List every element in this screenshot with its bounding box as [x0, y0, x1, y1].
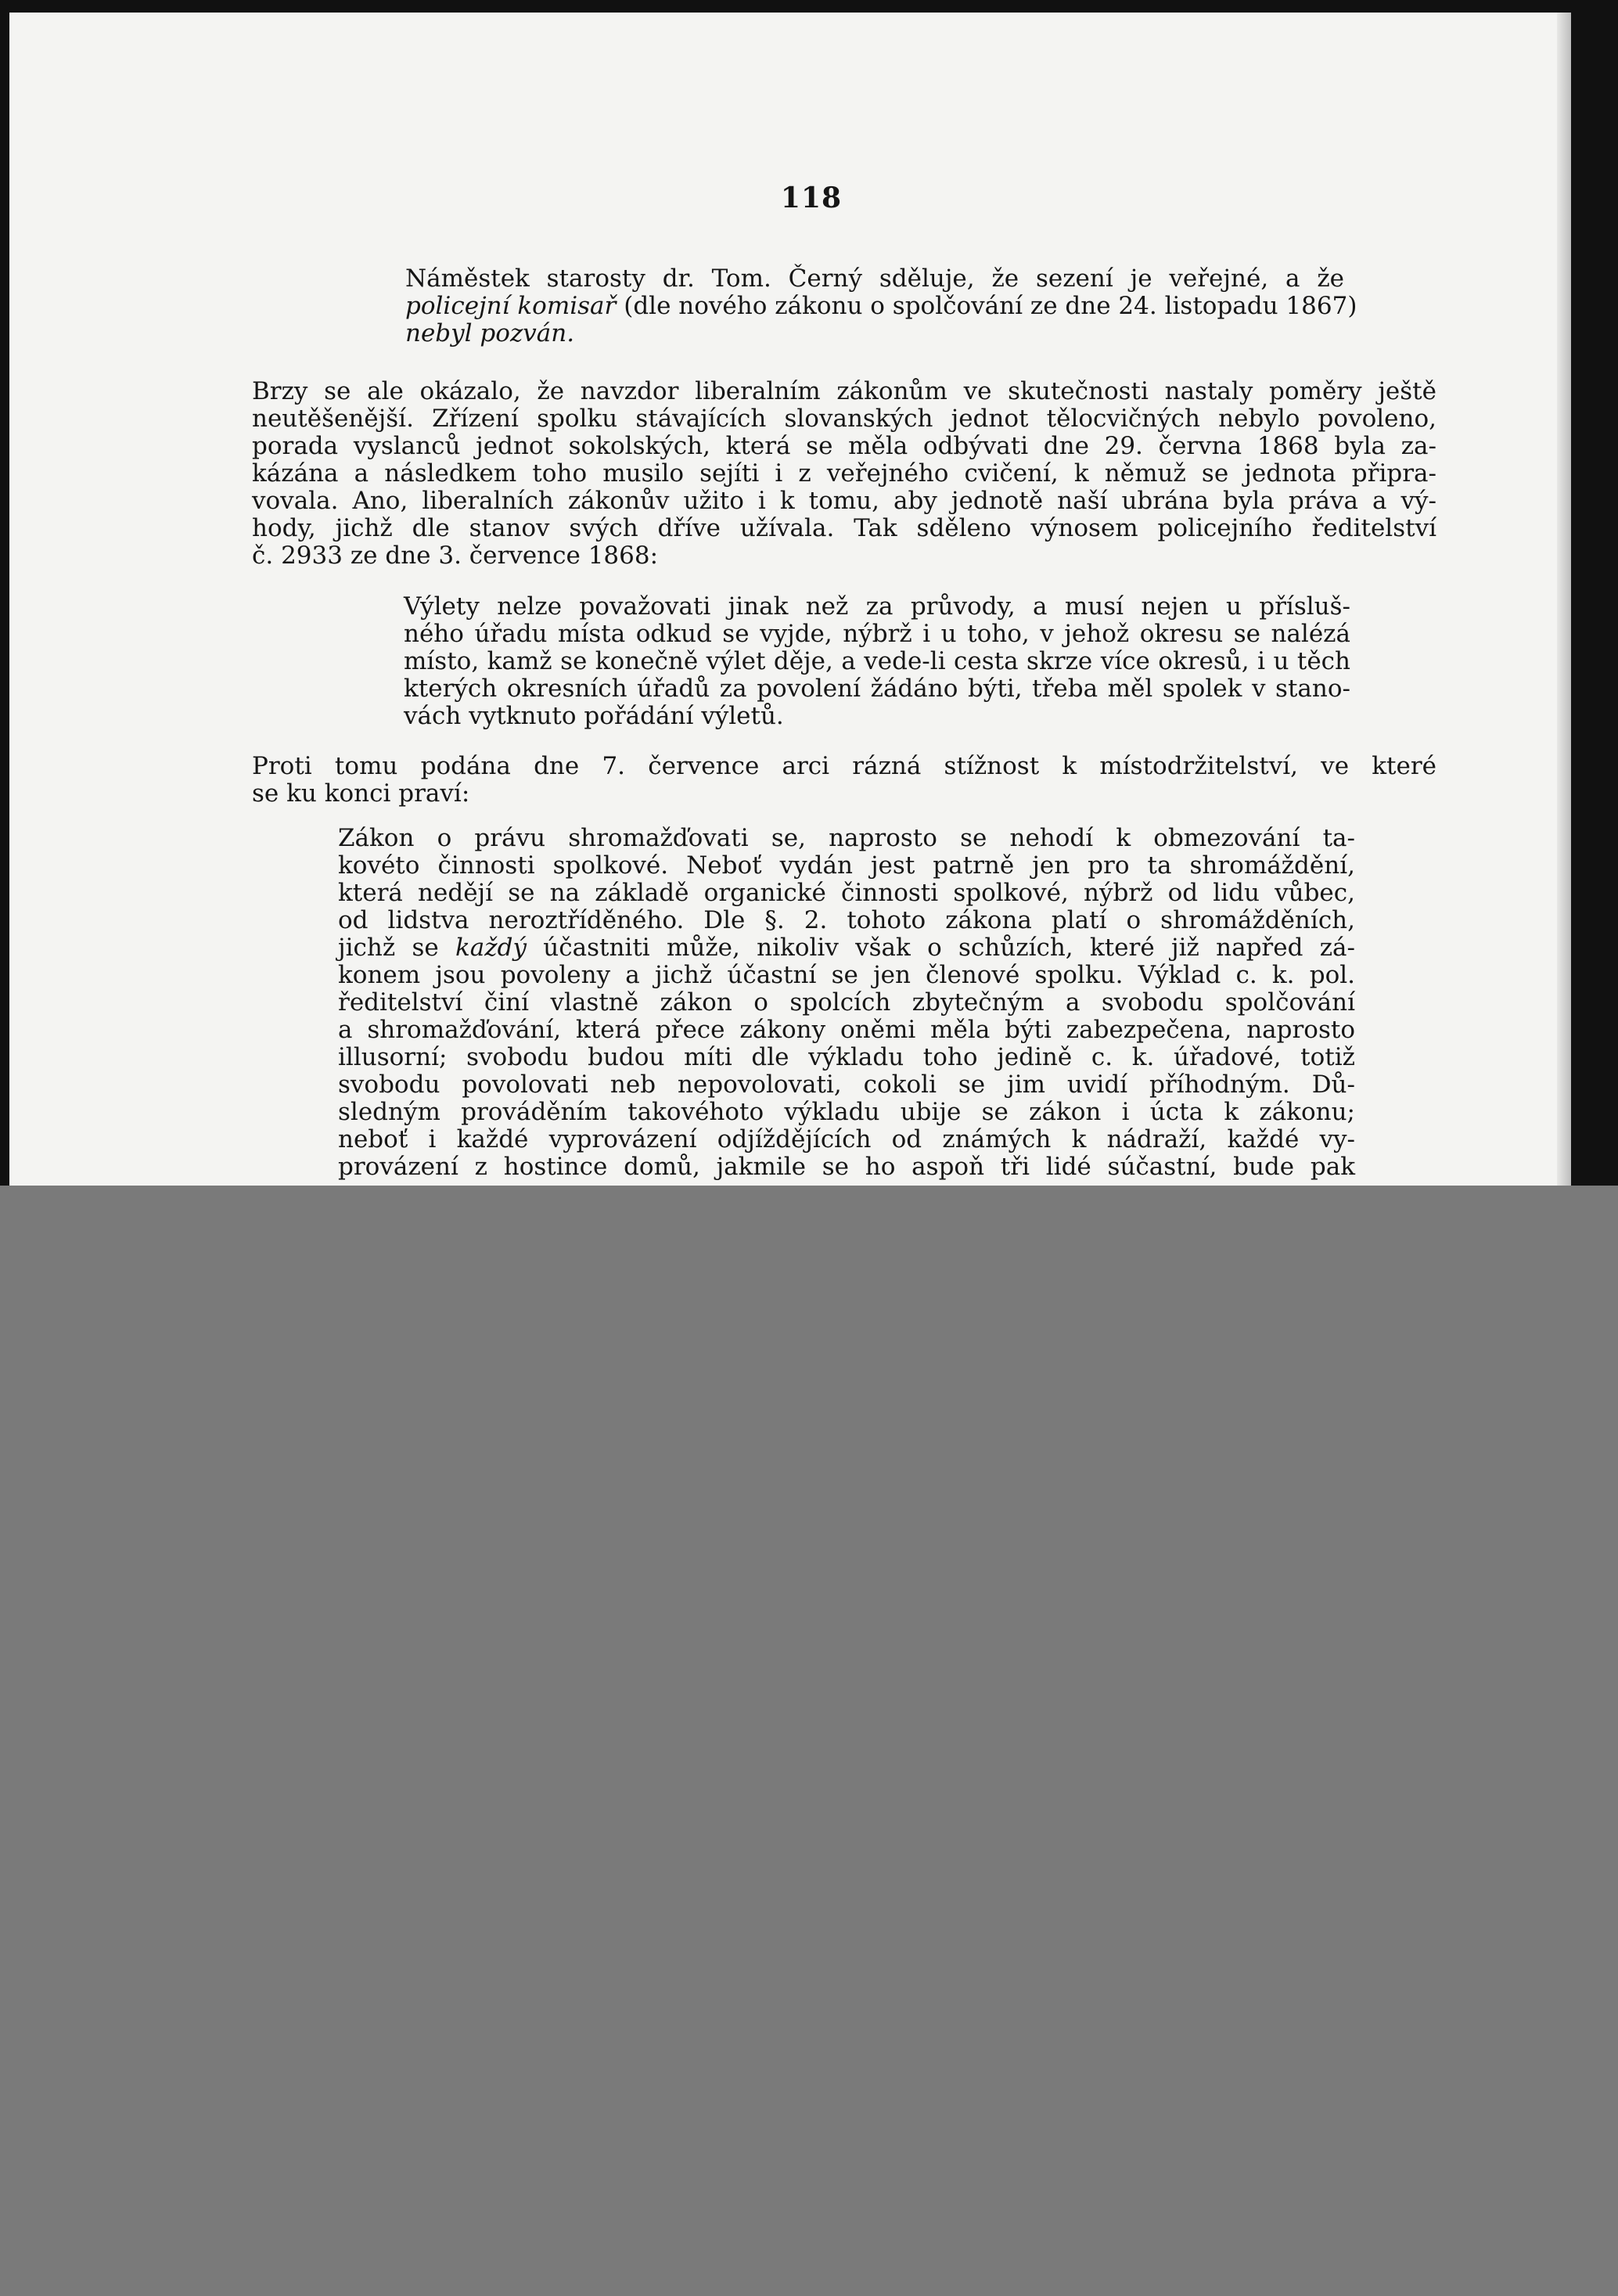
text-line: se ku konci praví: [252, 779, 470, 808]
page-number: 118 [780, 182, 843, 214]
page-text [9, 13, 1571, 1186]
text-line: Náměstek starosty dr. Tom. Černý sděluje, že sezení je veřejné, a že [405, 265, 1344, 293]
text-line: jichž se každý účastniti může, nikoliv však o schůzích, které již napřed zá- [338, 934, 1355, 962]
text-line: hody, jichž dle stanov svých dříve užívala. Tak sděleno výnosem policejního ředitelství [252, 514, 1436, 542]
scan-gray-area [0, 1186, 1618, 2296]
text-line: vovala. Ano, liberalních zákonův užito i k tomu, aby jednotě naší ubrána byla práva a vý- [252, 487, 1436, 515]
text-line: kovéto činnosti spolkové. Neboť vydán jest patrně jen pro ta shromáždění, [338, 851, 1355, 880]
text-line: vách vytknuto pořádání výletů. [404, 702, 784, 730]
text-line: od lidstva neroztříděného. Dle §. 2. tohoto zákona platí o shromážděních, [338, 906, 1355, 934]
page-edge-shadow [1557, 13, 1571, 1186]
text-line: která nedějí se na základě organické činnosti spolkové, nýbrž od lidu vůbec, [338, 879, 1355, 907]
text-line: Výlety nelze považovati jinak než za průvody, a musí nejen u přísluš- [404, 592, 1350, 621]
text-line: porada vyslanců jednot sokolských, která se měla odbývati dne 29. června 1868 byla za- [252, 432, 1436, 460]
text-line: místo, kamž se konečně výlet děje, a vede-li cesta skrze více okresů, i u těch [404, 647, 1350, 675]
text-line: ředitelství činí vlastně zákon o spolcích zbytečným a svobodu spolčování [338, 988, 1355, 1017]
text-line: neboť i každé vyprovázení odjíždějících od známých k nádraží, každé vy- [338, 1125, 1355, 1153]
text-line: ného úřadu místa odkud se vyjde, nýbrž i u toho, v jehož okresu se nalézá [404, 620, 1350, 648]
paragraph-complaint [252, 753, 1436, 808]
text-line [405, 320, 1344, 347]
text-line: neutěšenější. Zřízení spolku stávajících slovanských jednot tělocvičných nebylo povoleno, [252, 405, 1436, 433]
text-line: kterých okresních úřadů za povolení žádáno býti, třeba měl spolek v stano- [404, 675, 1350, 703]
text-line: konem jsou povoleny a jichž účastní se jen členové spolku. Výklad c. k. pol. [338, 961, 1355, 989]
italic-phrase: nebyl pozván. [405, 319, 575, 347]
text-line: provázení z hostince domů, jakmile se ho aspoň tři lidé súčastní, bude pak [338, 1153, 1355, 1181]
italic-phrase: každý [455, 934, 527, 962]
text-line: Brzy se ale okázalo, že navzdor liberalním zákonům ve skutečnosti nastaly poměry ještě [252, 377, 1436, 405]
text-line [405, 292, 1357, 320]
page-sheet [9, 13, 1571, 1186]
text-line: svobodu povolovati neb nepovolovati, cokoli se jim uvidí příhodným. Dů- [338, 1071, 1355, 1099]
text-line: kázána a následkem toho musilo sejíti i z veřejného cvičení, k němuž se jednota připra- [252, 459, 1436, 488]
text-line: č. 2933 ze dne 3. července 1868: [252, 542, 659, 570]
quote-assembly-law [338, 825, 1355, 1181]
paragraph-meeting-public [405, 265, 1357, 347]
text-line: illusorní; svobodu budou míti dle výkladu toho jedině c. k. úřadové, totiž [338, 1043, 1355, 1071]
quote-excursions [404, 593, 1350, 730]
text-line: Zákon o právu shromažďovati se, naprosto se nehodí k obmezování ta- [338, 824, 1355, 852]
text-line: sledným prováděním takovéhoto výkladu ubije se zákon i úcta k zákonu; [338, 1098, 1355, 1126]
text-line: a shromažďování, která přece zákony oněmi měla býti zabezpečena, naprosto [338, 1016, 1355, 1044]
scan-border-left [0, 0, 9, 1186]
scan-border-right [1571, 0, 1618, 1186]
text-fragment: (dle nového zákonu o spolčování ze dne 24. listopadu 1867) [624, 292, 1357, 320]
paragraph-liberal-laws [252, 378, 1436, 570]
italic-phrase: policejní komisař [405, 292, 617, 320]
text-line: Proti tomu podána dne 7. července arci rázná stížnost k místodržitelství, ve které [252, 752, 1436, 780]
scan-border-top [0, 0, 1618, 13]
